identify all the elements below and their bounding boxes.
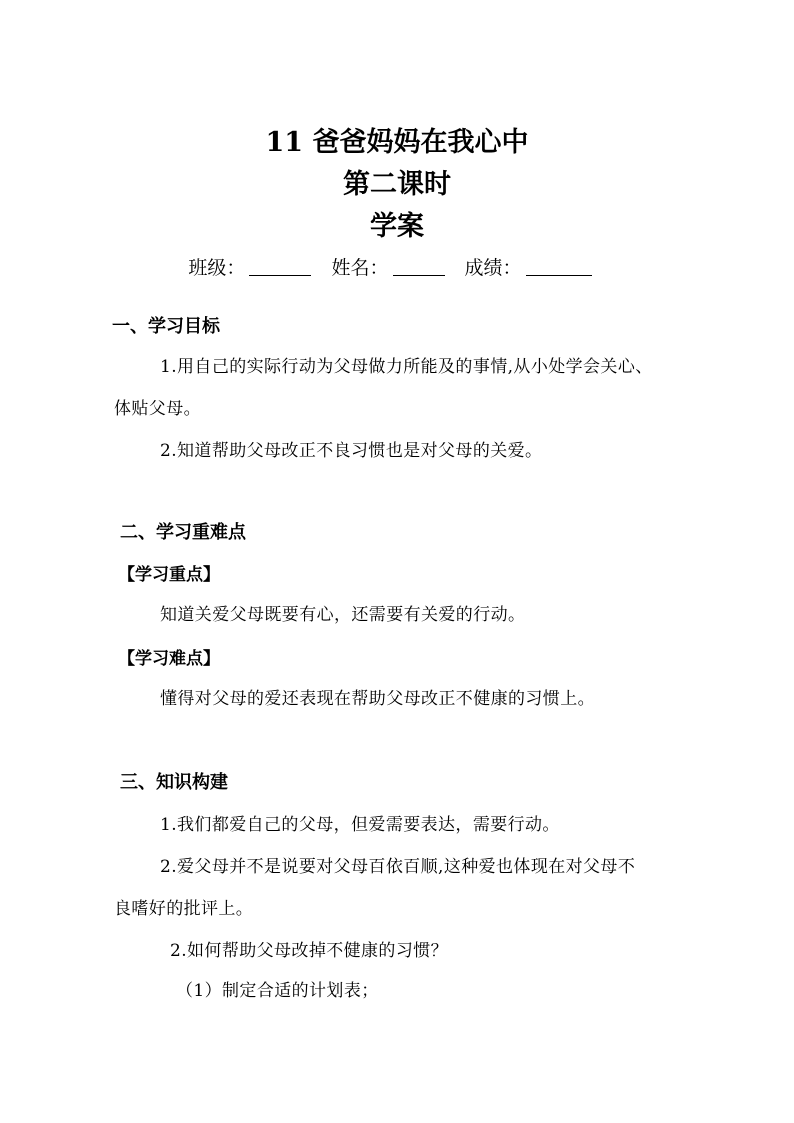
class-label: 班级： — [188, 257, 246, 279]
section-heading-key-points: 二、学习重难点 — [120, 522, 246, 543]
score-blank[interactable] — [526, 255, 592, 276]
section-heading-knowledge: 三、知识构建 — [120, 772, 228, 793]
class-blank[interactable] — [249, 255, 311, 276]
knowledge-item-2: 2.爱父母并不是说要对父母百依百顺,这种爱也体现在对父母不 — [160, 857, 636, 877]
knowledge-item-2-cont: 良嗜好的批评上。 — [114, 899, 254, 919]
knowledge-subitem-1: （1）制定合适的计划表； — [176, 981, 379, 1001]
goal-item-2: 2.知道帮助父母改正不良习惯也是对父母的关爱。 — [160, 441, 543, 461]
lesson-title: 11 爸爸妈妈在我心中 — [265, 127, 529, 158]
key-point-label: 【学习重点】 — [118, 565, 220, 585]
knowledge-item-3: 2.如何帮助父母改掉不健康的习惯？ — [170, 941, 449, 961]
name-blank[interactable] — [393, 255, 445, 276]
score-label: 成绩： — [464, 257, 522, 279]
student-info-fields — [0, 254, 794, 282]
section-heading-goals: 一、学习目标 — [112, 316, 220, 337]
difficulty-text: 懂得对父母的爱还表现在帮助父母改正不健康的习惯上。 — [160, 689, 595, 709]
difficulty-label: 【学习难点】 — [118, 649, 220, 669]
key-point-text: 知道关爱父母既要有心，还需要有关爱的行动。 — [160, 605, 526, 625]
goal-item-1: 1.用自己的实际行动为父母做力所能及的事情,从小处学会关心、 — [160, 357, 653, 377]
knowledge-item-1: 1.我们都爱自己的父母，但爱需要表达，需要行动。 — [160, 815, 560, 835]
goal-item-1-cont: 体贴父母。 — [114, 399, 201, 419]
worksheet-label: 学案 — [370, 211, 424, 242]
name-label: 姓名： — [331, 257, 389, 279]
lesson-subtitle: 第二课时 — [343, 169, 451, 200]
